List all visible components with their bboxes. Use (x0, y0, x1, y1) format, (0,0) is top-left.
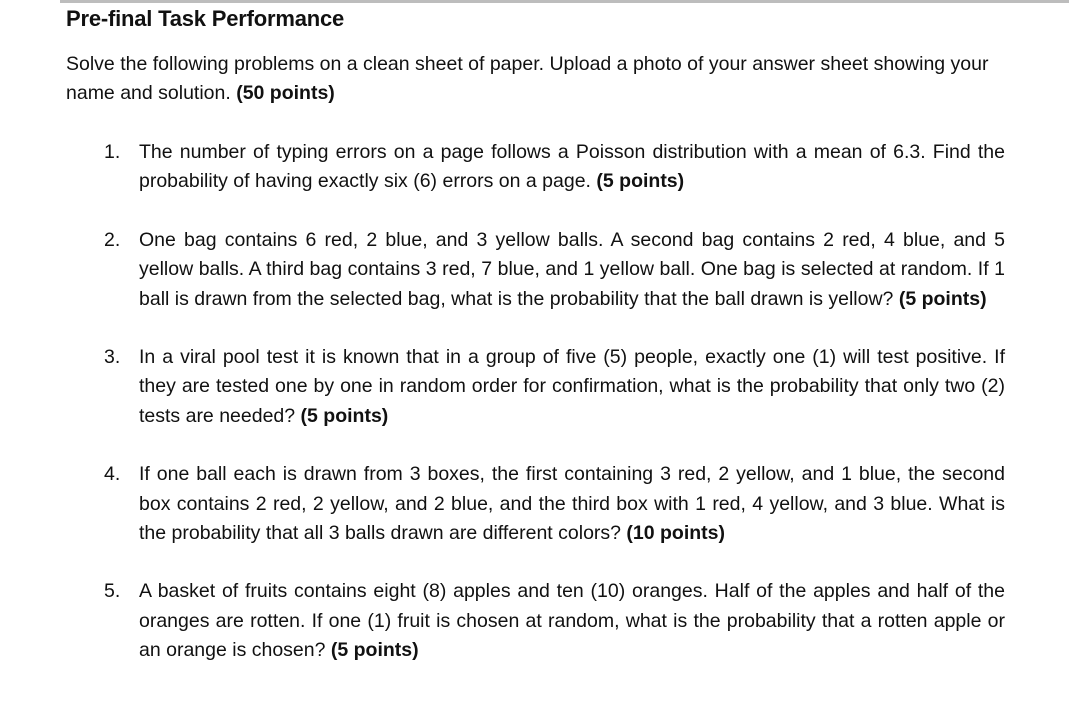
problem-number: 5. (104, 580, 121, 603)
instructions (66, 50, 1011, 108)
problem-points: (5 points) (300, 404, 389, 427)
document-page (66, 4, 1016, 666)
problem-item (66, 138, 1005, 197)
instructions-text: Solve the following problems on a clean sheet of paper. Upload a photo of your answer sheet showing your name and solution. (66, 53, 989, 104)
problem-number: 1. (104, 141, 121, 163)
problem-text: One bag contains 6 red, 2 blue, and 3 yellow balls. A second bag contains 2 red, 4 blue, and 5 yellow balls. A third bag contains 3 red, 7 blue, and 1 yellow ball. One bag is selected at random. If 1 ball is drawn from the selected bag, what is the probability that the ball drawn is yellow? (139, 228, 1005, 310)
problem-number: 3. (104, 346, 121, 369)
problem-item (66, 226, 1005, 314)
instructions-points: (50 points) (236, 82, 335, 104)
problem-text: A basket of fruits contains eight (8) apples and ten (10) oranges. Half of the apples and half of the oranges are rotten. If one (1) fruit is chosen at random, what is the probability that a rotten apple or an orange is chosen? (139, 580, 1005, 662)
problem-number: 2. (104, 228, 121, 251)
problem-points: (5 points) (596, 170, 685, 193)
top-divider (60, 0, 1069, 3)
problem-points: (5 points) (330, 639, 419, 662)
problem-number: 4. (104, 463, 121, 486)
page-title: Pre-final Task Performance (66, 6, 345, 31)
problem-list (66, 138, 1016, 666)
problem-item (66, 460, 1005, 548)
problem-text: In a viral pool test it is known that in a group of five (5) people, exactly one (1) will test positive. If they are tested one by one in random order for confirmation, what is the probability that only two (2) tests are needed? (139, 346, 1005, 427)
problem-item (66, 343, 1005, 431)
problem-text: The number of typing errors on a page follows a Poisson distribution with a mean of 6.3. Find the probability of having exactly six (6) errors on a page. (139, 141, 1005, 193)
problem-points: (5 points) (898, 287, 987, 310)
problem-item (66, 577, 1005, 665)
problem-text: If one ball each is drawn from 3 boxes, the first containing 3 red, 2 yellow, and 1 blue, the second box contains 2 red, 2 yellow, and 2 blue, and the third box with 1 red, 4 yellow, and 3 blue. What is the probability that all 3 balls drawn are different colors? (139, 463, 1005, 545)
problem-points: (10 points) (626, 522, 726, 545)
